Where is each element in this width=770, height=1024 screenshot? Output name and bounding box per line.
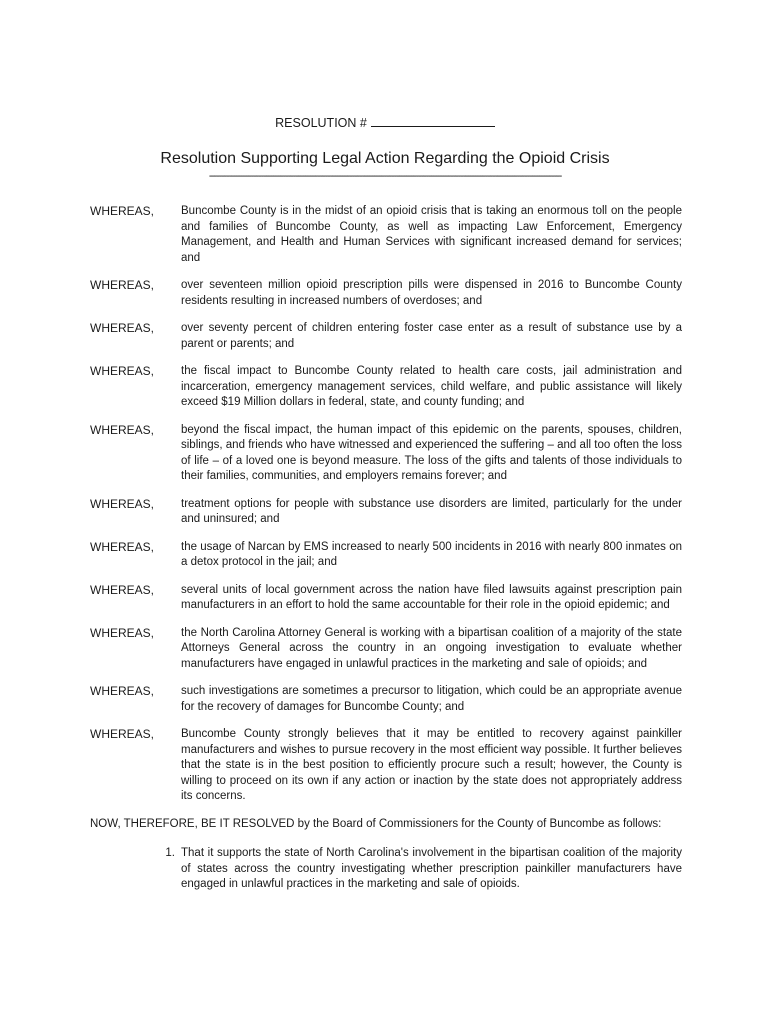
clause-label: WHEREAS, [90,684,155,698]
clause-label: WHEREAS, [90,321,155,335]
resolution-label: RESOLUTION # [275,116,367,130]
clause-label: WHEREAS, [90,539,155,554]
whereas-clause [90,204,682,266]
title-divider: ----------------------------------------------------------------------------------------------------------------------------------------------- [208,170,562,182]
clause-label: WHEREAS, [90,727,155,741]
clause-label: WHEREAS, [90,625,155,640]
whereas-clause [90,626,682,673]
clause-label: WHEREAS, [90,278,155,292]
clause-text: Buncombe County is in the midst of an opioid crisis that is taking an enormous toll on the people and families of Buncombe County, as well as impacting Law Enforcement, Emergency Management, and Health and Human Services with significant increased demand for services; and [181,205,682,264]
clause-text: the usage of Narcan by EMS increased to nearly 500 incidents in 2016 with nearly 800 inmates on a detox protocol in the jail; and [181,540,682,568]
clause-text: the fiscal impact to Buncombe County related to health care costs, jail administration and incarceration, emergency management services, child welfare, and public assistance will likely exceed $19 Million dollars in federal, state, and county funding; and [181,365,682,408]
clause-text: beyond the fiscal impact, the human impact of this epidemic on the parents, spouses, children, siblings, and friends who have witnessed and experienced the suffering – and all too often the loss of life – of a loved one is beyond measure. The loss of the gifts and talents of those individuals to their families, communities, and employers remains forever; and [181,423,682,482]
clause-label: WHEREAS, [90,422,155,437]
whereas-clause [90,364,682,411]
clause-label: WHEREAS, [90,582,155,597]
list-item-number: 1. [165,847,175,859]
clause-label: WHEREAS, [90,496,155,511]
clause-text: several units of local government across the nation have filed lawsuits against prescription pain manufacturers in an effort to hold the same accountable for their role in the opioid epidemic; and [181,583,682,611]
clause-text: the North Carolina Attorney General is working with a bipartisan coalition of a majority of the state Attorneys General across the country in an ongoing investigation to evaluate whether manufacturers have engaged in unlawful practices in the marketing and sale of opioids; and [181,626,682,670]
whereas-clause [90,423,682,485]
whereas-clause [90,684,682,715]
list-item [90,846,682,893]
clause-text: Buncombe County strongly believes that it may be entitled to recovery against painkiller manufacturers and wishes to pursue recovery in the most efficient way possible. It further believes that the state is in the best position to efficiently procure such a result; however, the County is willing to proceed on its own if any action or inaction by the state does not appropriately address its concerns. [181,728,682,802]
clause-text: over seventy percent of children entering foster case enter as a result of substance use by a parent or parents; and [181,322,682,350]
resolution-number [0,114,770,130]
clause-text: treatment options for people with substance use disorders are limited, particularly for the under and uninsured; and [181,497,682,525]
clause-text: over seventeen million opioid prescription pills were dispensed in 2016 to Buncombe County residents resulting in increased numbers of overdoses; and [181,279,682,307]
whereas-clause [90,497,682,528]
resolution-number-blank [371,114,495,127]
clause-text: such investigations are sometimes a precursor to litigation, which could be an appropriate avenue for the recovery of damages for Buncombe County; and [181,685,682,713]
clauses-section [90,204,682,893]
clause-label: WHEREAS, [90,204,155,218]
whereas-clause [90,583,682,614]
whereas-clause [90,540,682,571]
document-title: Resolution Supporting Legal Action Regarding the Opioid Crisis [160,150,610,167]
whereas-clause [90,727,682,805]
list-item-text: That it supports the state of North Carolina's involvement in the bipartisan coalition of the majority of states across the country investigating whether prescription painkiller manufacturers have engaged in unlawful practices in the marketing and sale of opioids. [181,847,682,890]
clause-label: WHEREAS, [90,364,155,378]
whereas-clause [90,321,682,352]
whereas-clause [90,278,682,309]
resolved-statement: NOW, THEREFORE, BE IT RESOLVED by the Board of Commissioners for the County of Buncombe as follows: [90,817,662,830]
